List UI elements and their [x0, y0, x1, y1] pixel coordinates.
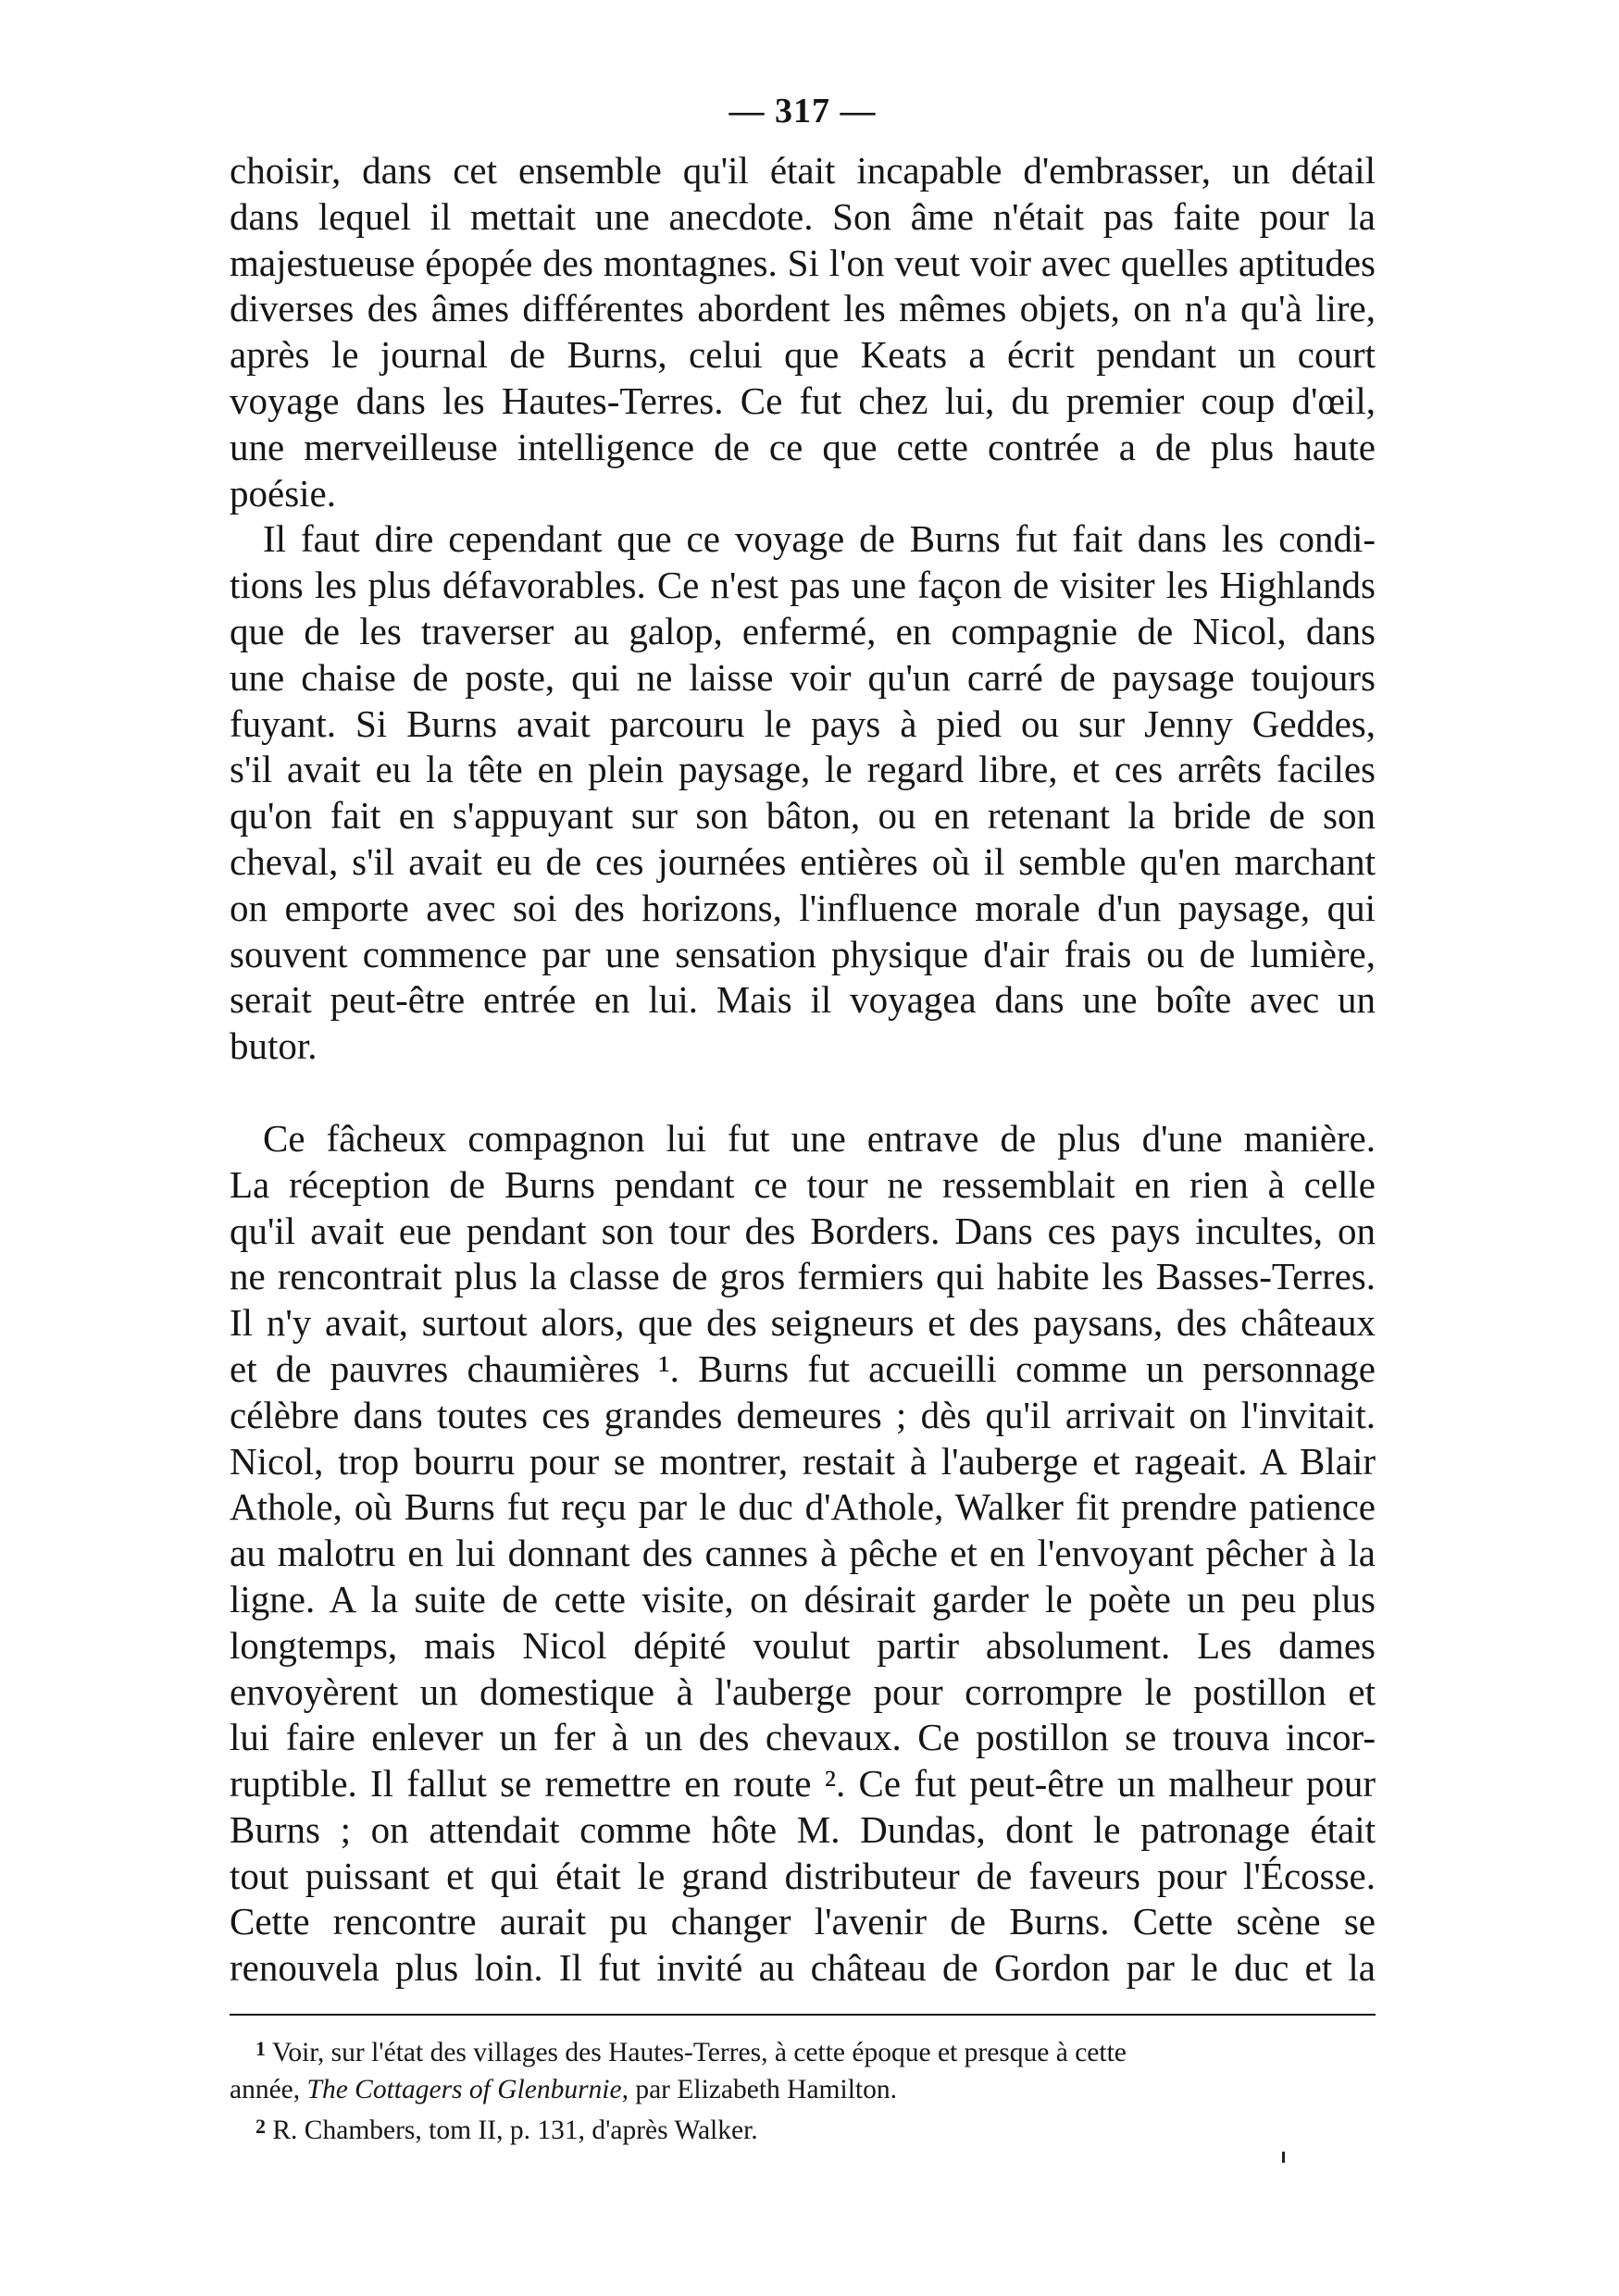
text-line: et de pauvres chaumières ¹. Burns fut accueilli comme un personnage — [230, 1347, 1376, 1390]
text-line: après le journal de Burns, celui que Keats a écrit pendant un court — [230, 333, 1376, 377]
text-line: ligne. A la suite de cette visite, on désirait garder le poète un peu plus — [230, 1577, 1376, 1620]
text-line: serait peut-être entrée en lui. Mais il voyagea dans une boîte avec un — [230, 978, 1376, 1022]
stray-ink-mark — [1282, 2152, 1285, 2163]
text-line: butor. — [230, 1024, 318, 1068]
text-line: fuyant. Si Burns avait parcouru le pays à pied ou sur Jenny Geddes, — [230, 701, 1376, 745]
text-line: célèbre dans toutes ces grandes demeures ; dès qu'il arrivait on l'invitait. — [230, 1393, 1376, 1436]
text-line: Burns ; on attendait comme hôte M. Dundas, dont le patronage était — [230, 1807, 1376, 1851]
text-line: une merveilleuse intelligence de ce que cette contrée a de plus haute — [230, 425, 1376, 468]
section-gap — [230, 1070, 1376, 1116]
footnote-mark: 1 — [255, 2037, 266, 2061]
body-text — [230, 148, 1376, 1992]
text-line: poésie. — [230, 471, 336, 515]
footnote-1-continued — [230, 2071, 1376, 2108]
text-line: renouvela plus loin. Il fut invité au château de Gordon par le duc et la — [230, 1946, 1376, 1990]
footnotes — [230, 2030, 1376, 2149]
text-line: au malotru en lui donnant des cannes à pêche et en l'envoyant pêcher à la — [230, 1532, 1376, 1575]
text-line: qu'on fait en s'appuyant sur son bâton, ou en retenant la bride de son — [230, 794, 1376, 838]
footnote-text: année, — [230, 2075, 307, 2105]
footnote-2 — [230, 2108, 1376, 2149]
text-line: Ce fâcheux compagnon lui fut une entrave de plus d'une manière. — [263, 1116, 1376, 1160]
text-line: tout puissant et qui était le grand distributeur de faveurs pour l'Écosse. — [230, 1854, 1376, 1897]
text-line: s'il avait eu la tête en plein paysage, le regard libre, et ces arrêts faciles — [230, 748, 1376, 791]
text-line: lui faire enlever un fer à un des chevaux. Ce postillon se trouva incor- — [230, 1716, 1376, 1759]
text-line: choisir, dans cet ensemble qu'il était incapable d'embrasser, un détail — [230, 149, 1376, 192]
footnote-rule — [230, 2014, 1376, 2016]
footnote-text: R. Chambers, tom II, p. 131, d'après Walker. — [272, 2116, 758, 2146]
text-line: on emporte avec soi des horizons, l'influence morale d'un paysage, qui — [230, 886, 1376, 929]
text-line: envoyèrent un domestique à l'auberge pour corrompre le postillon et — [230, 1669, 1376, 1713]
book-title: The Cottagers of Glenburnie, — [306, 2075, 629, 2105]
footnote-text: Voir, sur l'état des villages des Hautes-Terres, à cette époque et presque à cette — [271, 2038, 1127, 2068]
text-line: ruptible. Il fallut se remettre en route ². Ce fut peut-être un malheur pour — [230, 1762, 1376, 1806]
text-line: une chaise de poste, qui ne laisse voir qu'un carré de paysage toujours — [230, 655, 1376, 699]
text-line: ne rencontrait plus la classe de gros fermiers qui habite les Basses-Terres. — [230, 1255, 1376, 1298]
text-line: tions les plus défavorables. Ce n'est pas une façon de visiter les Highlands — [230, 564, 1376, 607]
text-line: qu'il avait eue pendant son tour des Borders. Dans ces pays incultes, on — [230, 1209, 1376, 1252]
footnote-mark: 2 — [255, 2115, 266, 2139]
text-line: que de les traverser au galop, enfermé, en compagnie de Nicol, dans — [230, 609, 1376, 652]
page-number: — 317 — — [729, 92, 877, 130]
footnote-text: par Elizabeth Hamilton. — [628, 2075, 897, 2105]
text-line: longtemps, mais Nicol dépité voulut partir absolument. Les dames — [230, 1623, 1376, 1667]
text-line: voyage dans les Hautes-Terres. Ce fut chez lui, du premier coup d'œil, — [230, 379, 1376, 422]
text-line: Il faut dire cependant que ce voyage de Burns fut fait dans les condi- — [263, 517, 1376, 561]
book-page — [230, 91, 1376, 2149]
text-line: cheval, s'il avait eu de ces journées entières où il semble qu'en marchant — [230, 839, 1376, 883]
text-line: Nicol, trop bourru pour se montrer, restait à l'auberge et rageait. A Blair — [230, 1439, 1376, 1483]
text-line: La réception de Burns pendant ce tour ne ressemblait en rien à celle — [230, 1162, 1376, 1206]
text-line: Il n'y avait, surtout alors, que des seigneurs et des paysans, des châteaux — [230, 1301, 1376, 1345]
text-line: diverses des âmes différentes abordent les mêmes objets, on n'a qu'à lire, — [230, 287, 1376, 330]
text-line: dans lequel il mettait une anecdote. Son âme n'était pas faite pour la — [230, 194, 1376, 238]
footnote-1 — [230, 2030, 1376, 2071]
text-line: Cette rencontre aurait pu changer l'avenir de Burns. Cette scène se — [230, 1900, 1376, 1943]
text-line: majestueuse épopée des montagnes. Si l'on veut voir avec quelles aptitudes — [230, 241, 1376, 284]
text-line: souvent commence par une sensation physique d'air frais ou de lumière, — [230, 932, 1376, 975]
text-line: Athole, où Burns fut reçu par le duc d'Athole, Walker fit prendre patience — [230, 1485, 1376, 1529]
